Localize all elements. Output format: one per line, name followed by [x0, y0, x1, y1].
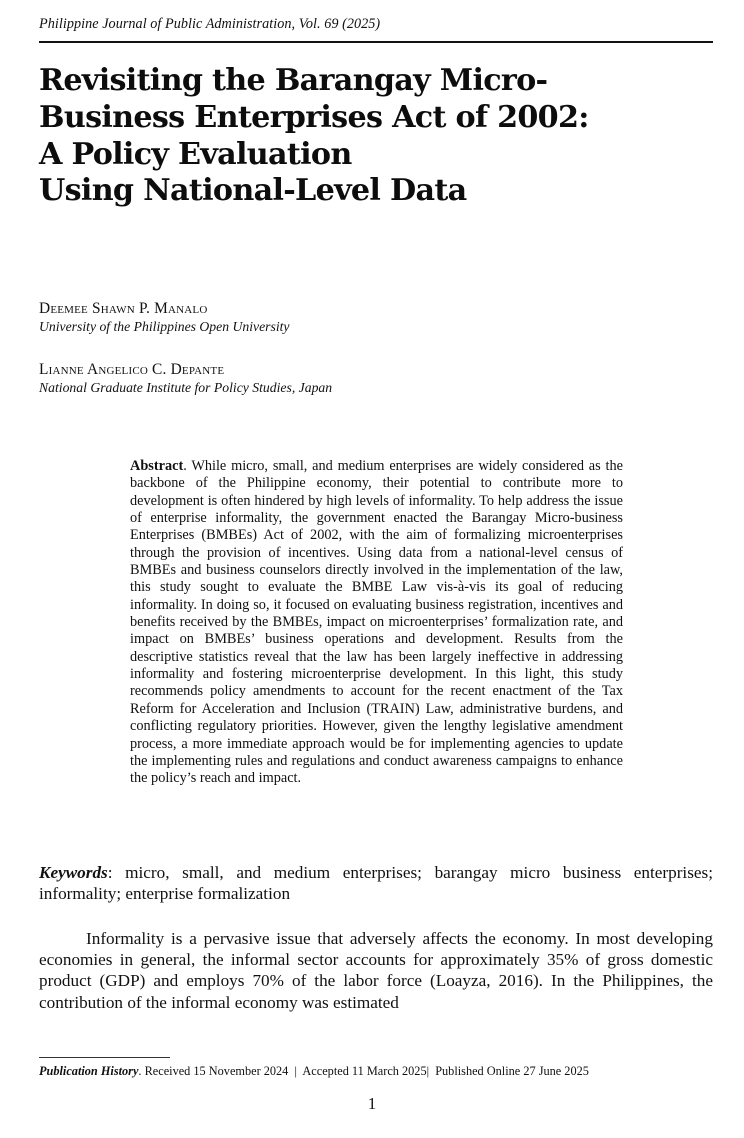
author-affiliation: University of the Philippines Open University	[39, 319, 290, 334]
title-line: Revisiting the Barangay Micro-	[39, 63, 548, 98]
abstract	[130, 458, 623, 788]
header-rule	[39, 41, 713, 43]
author-affiliation: National Graduate Institute for Policy Studies, Japan	[39, 380, 333, 395]
keywords-label: Keywords	[39, 863, 108, 882]
author-name: Lianne Angelico C. Depante	[39, 361, 225, 378]
footnote-rule	[39, 1057, 170, 1058]
publication-history	[39, 1064, 729, 1079]
title-line: A Policy Evaluation	[39, 136, 352, 172]
author-block	[39, 300, 290, 335]
running-head: Philippine Journal of Public Administration, Vol. 69 (2025)	[39, 16, 381, 32]
article-title	[39, 63, 713, 210]
keywords	[39, 862, 713, 904]
publication-history-label: Publication History	[39, 1064, 139, 1078]
title-line: Using National-Level Data	[39, 173, 467, 209]
author-block	[39, 361, 332, 396]
body-paragraph: Informality is a pervasive issue that adversely affects the economy. In most developing economies in general, the informal sector accounts for approximately 35% of gross domestic product (GDP) and employs 70% of the labor force (Loayza, 2016). In the Philippines, the contribution of the informal economy was estimated	[39, 929, 713, 1012]
keywords-text: : micro, small, and medium enterprises; barangay micro business enterprises; informality; enterprise formalization	[39, 863, 713, 903]
abstract-text: . While micro, small, and medium enterprises are widely considered as the backbone of the Philippine economy, their potential to contribute more to development is often hindered by high levels of informality. To help address the issue of enterprise informality, the government enacted the Barangay Micro-business Enterprises (BMBEs) Act of 2002, with the aim of formalizing microenterprises through the provision of incentives. Using data from a national-level census of BMBEs and business counselors directly involved in the implementation of the law, this study sought to evaluate the BMBE Law vis-à-vis its goal of reducing informality. In doing so, it focused on evaluating business registration, incentives and benefits received by the BMBEs, impact on microenterprises’ formalization rate, and impact on BMBEs’ business operations and development. Results from the descriptive statistics reveal that the law has been largely ineffective in addressing informality and fostering microenterprise development. In this light, this study recommends policy amendments to account for the recent enactment of the Tax Reform for Acceleration and Inclusion (TRAIN) Law, administrative burdens, and conflicting regulatory priorities. However, given the lengthy legislative amendment process, a more immediate approach would be for implementing agencies to update the implementing rules and regulations and conduct awareness campaigns to enhance the policy’s reach and impact.	[130, 458, 623, 787]
abstract-label: Abstract	[130, 458, 184, 474]
page-number: 1	[367, 1094, 377, 1113]
author-name: Deemee Shawn P. Manalo	[39, 300, 208, 317]
publication-history-text: . Received 15 November 2024 | Accepted 11 March 2025| Published Online 27 June 2025	[138, 1064, 589, 1078]
title-line: Business Enterprises Act of 2002:	[39, 99, 589, 135]
